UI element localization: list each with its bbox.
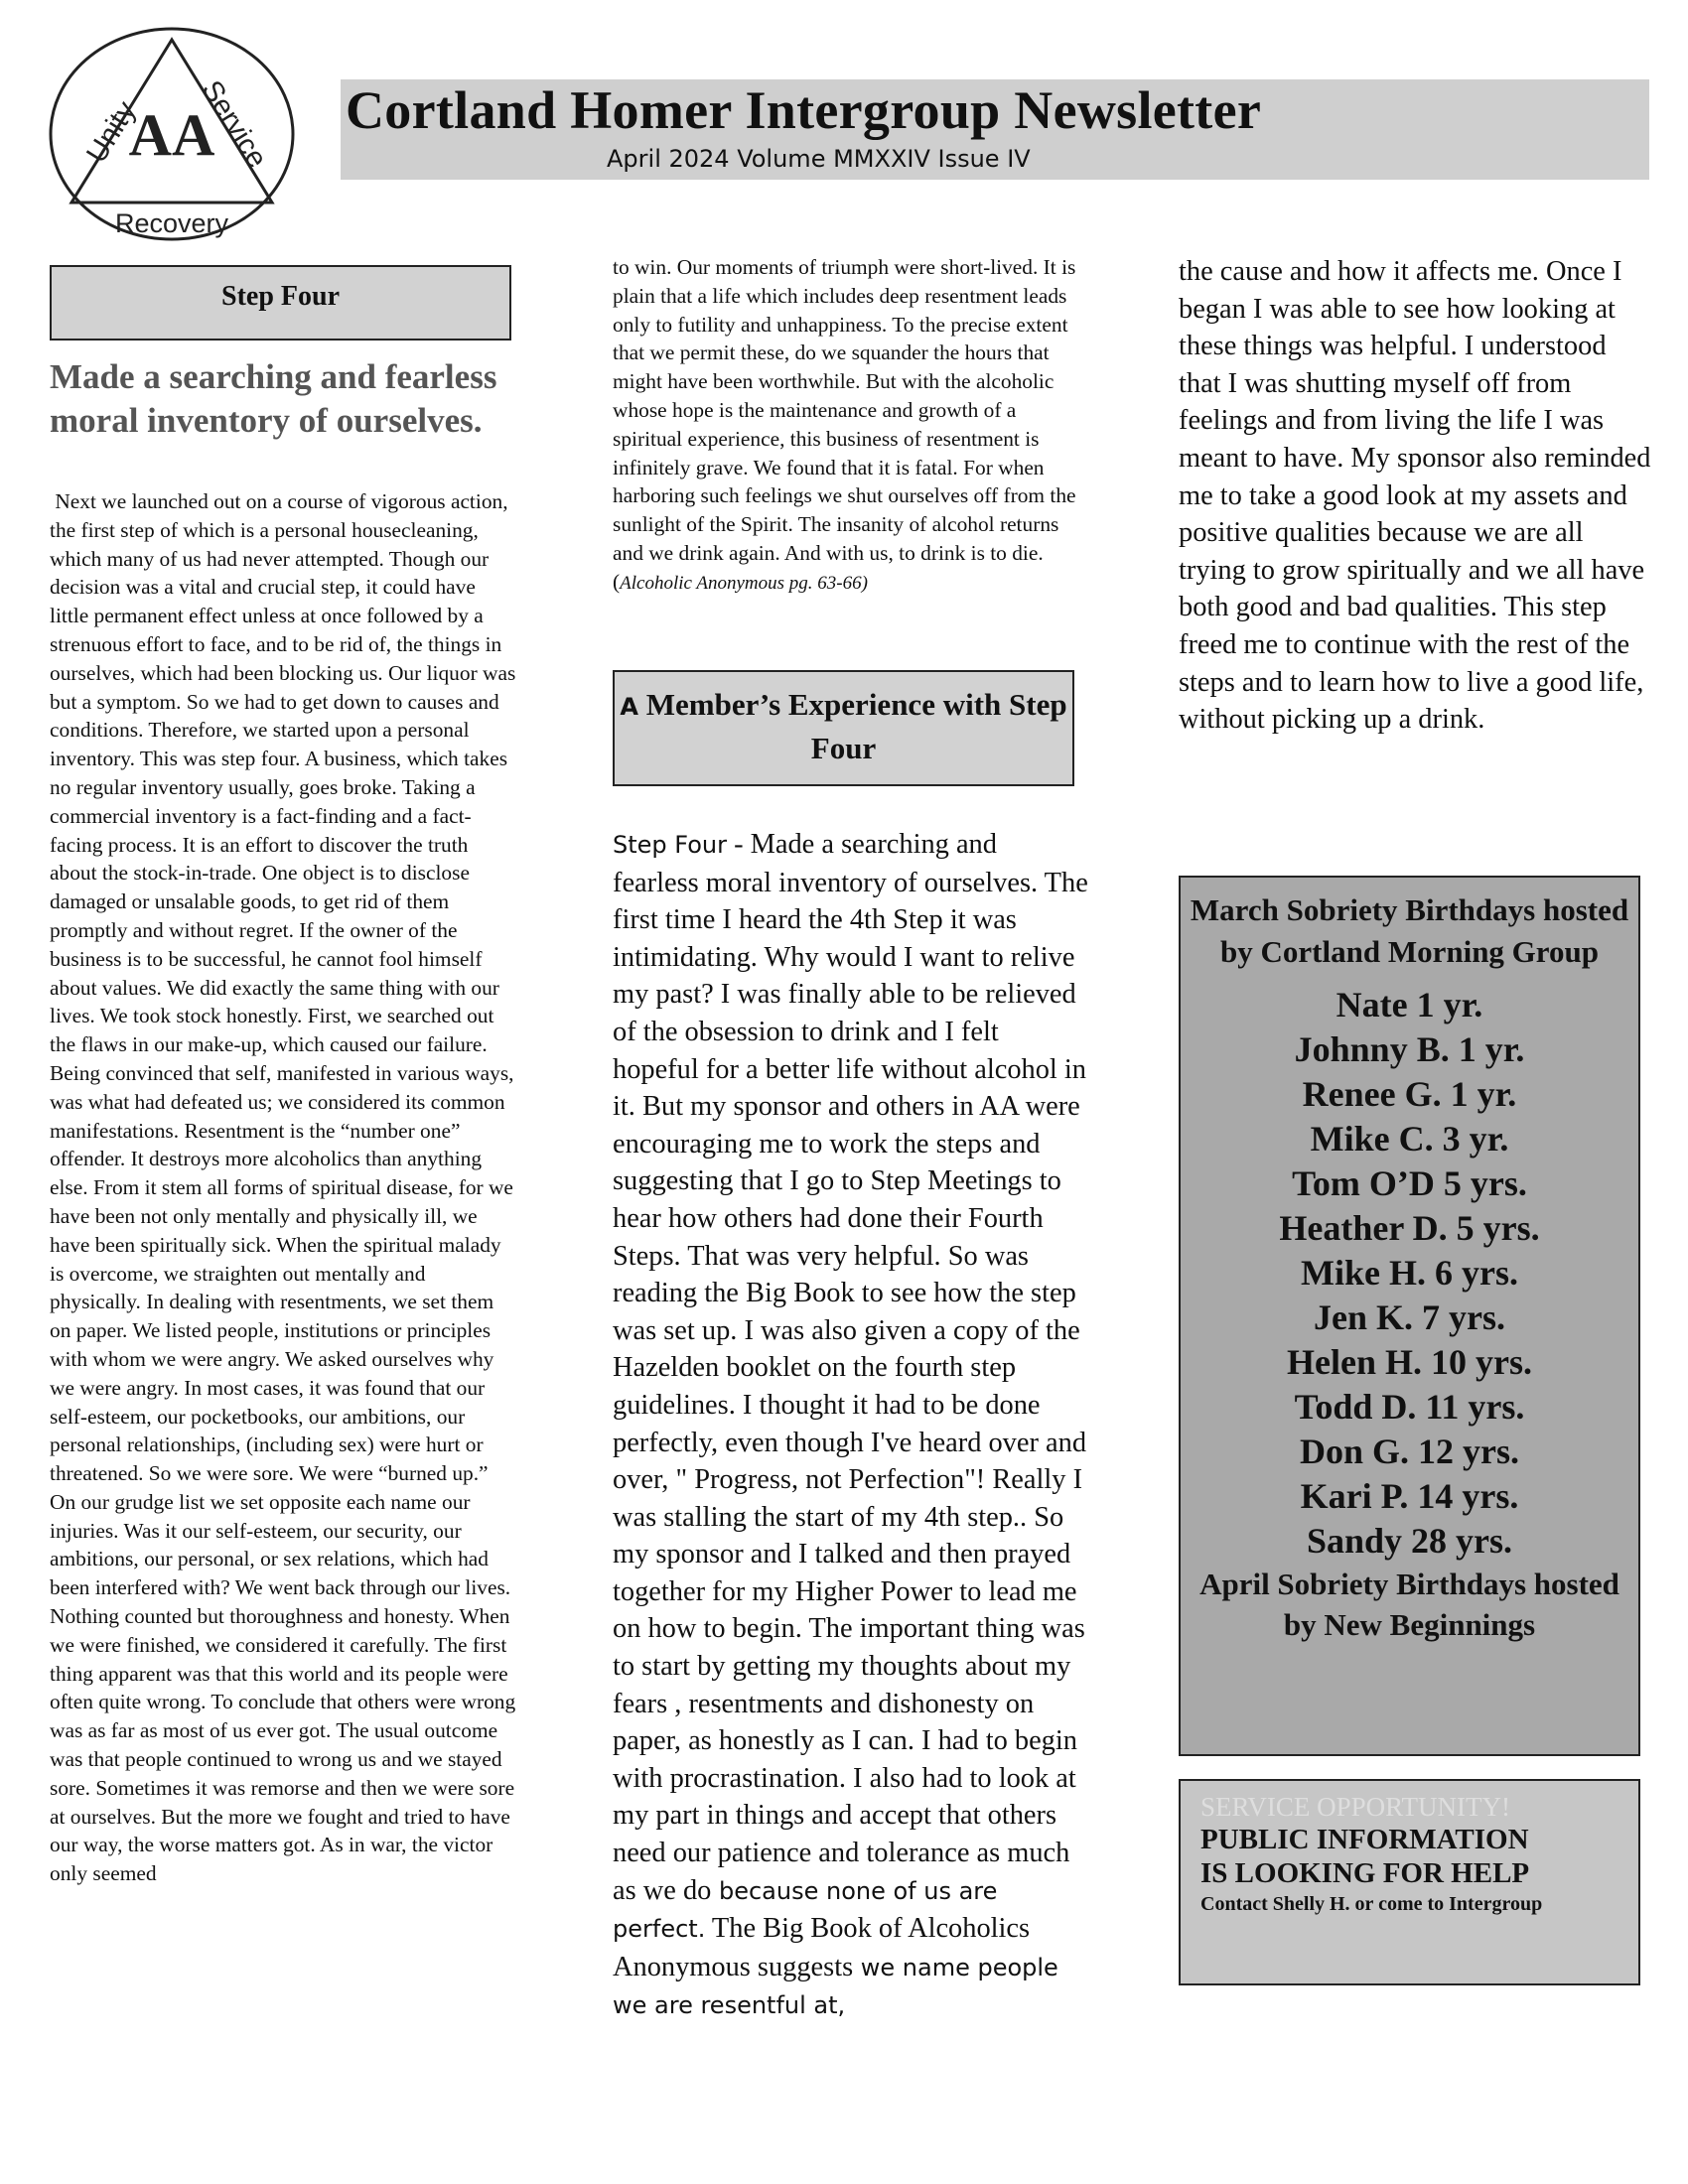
logo-bottom-text: Recovery bbox=[114, 208, 229, 238]
service-heading bbox=[1200, 1823, 1638, 1890]
member-box-label: Member’s Experience with Step Four bbox=[637, 687, 1067, 765]
step-four-paragraph-1: Next we launched out on a course of vigorous action, the first step of which is a personal housecleaning, which many of us had never attempted. Though our decision was a vital and crucial step, it could have little permanent effect unless at once followed by a strenuous effort to face, and to be rid of, the things in ourselves, which had been blocking us. Our liquor was but a symptom. So we had to get down to causes and conditions. Therefore, we started upon a personal inventory. This was step four. A business, which takes no regular inventory usually, goes broke. Taking a commercial inventory is a fact-finding and a fact-facing process. It is an effort to discover the truth about the stock-in-trade. One object is to disclose damaged or unsalable goods, to get rid of them promptly and without regret. If the owner of the business is to be successful, he cannot fool himself about values. We did exactly the same thing with our lives. We took stock honestly. First, we searched out the flaws in our make-up, which caused our failure. Being convinced that self, manifested in various ways, was what had defeated us; we considered its common manifestations. Resentment is the “number one” offender. It destroys more alcoholics than anything else. From it stem all forms of spiritual disease, for we have been not only mentally and physically ill, we have been spiritually sick. When the spiritual malady is overcome, we straighten out mentally and physically. In dealing with resentments, we set them on paper. We listed people, institutions or principles with whom we were angry. We asked ourselves why we were angry. In most cases, it was found that our self-esteem, our pocketbooks, our ambitions, our personal relationships, (including sex) were hurt or threatened. So we were sore. We were “burned up.” bbox=[50, 489, 521, 1486]
newsletter-title: Cortland Homer Intergroup Newsletter bbox=[346, 80, 1262, 140]
member-text-sans-2: we name people we are resentful at, bbox=[613, 1953, 1058, 2020]
birthday-item: Jen K. 7 yrs. bbox=[1314, 1297, 1505, 1337]
birthday-item: Johnny B. 1 yr. bbox=[1294, 1029, 1525, 1069]
birthday-item: Tom O’D 5 yrs. bbox=[1292, 1163, 1527, 1203]
step-four-reading bbox=[50, 487, 521, 1888]
member-text-sans-1: because none of us are perfect. bbox=[613, 1876, 998, 1944]
logo-center-text: AA bbox=[128, 102, 215, 168]
member-experience-box bbox=[613, 670, 1074, 786]
service-opportunity-label: SERVICE OPPORTUNITY! bbox=[1200, 1792, 1510, 1822]
april-birthdays-note: April Sobriety Birthdays hosted by New Beginnings bbox=[1199, 1567, 1619, 1642]
birthdays-title: March Sobriety Birthdays hosted by Cortland Morning Group bbox=[1190, 892, 1629, 969]
service-contact: Contact Shelly H. or come to Intergroup bbox=[1200, 1893, 1543, 1915]
step-four-headline: Made a searching and fearless moral inventory of ourselves. bbox=[50, 357, 497, 440]
service-line-1: PUBLIC INFORMATION bbox=[1200, 1824, 1529, 1855]
member-text: - Made a searching and fearless moral inventory of ourselves. The first time I heard the 4th Step it was intimidating. Why would I want to relive my past? I was finally able to be relieved of the obsession to drink and I felt hopeful for a better life without alcohol in it. But my sponsor and others in AA were encouraging me to work the steps and suggesting that I go to Step Meetings to hear how others had done their Fourth Steps. That was very helpful. So was reading the Big Book to see how the step was set up. I was also given a copy of the Hazelden booklet on the fourth step guidelines. I thought it had to be done perfectly, even though I've heard over and over, " Progress, not Perfection"! Really I was stalling the start of my 4th step.. So my sponsor and I talked and then prayed together for my Higher Power to lead me on how to begin. The important thing was to start by getting my thoughts about my fears , resentments and dishonesty on paper, as honestly as I can. I had to begin with procrastination. I also had to look at my part in things and accept that others need our patience and tolerance as much as we do bbox=[613, 829, 1088, 1906]
logo-right-text: Service bbox=[195, 74, 273, 174]
member-box-prefix: A bbox=[620, 693, 638, 721]
reading-citation: Alcoholic Anonymous pg. 63-66) bbox=[620, 572, 868, 594]
birthday-item: Don G. 12 yrs. bbox=[1299, 1432, 1519, 1471]
birthday-item: Renee G. 1 yr. bbox=[1302, 1074, 1517, 1114]
birthday-item: Mike H. 6 yrs. bbox=[1301, 1253, 1518, 1293]
member-experience-text bbox=[613, 826, 1089, 2025]
issue-subtitle: April 2024 Volume MMXXIV Issue IV bbox=[607, 145, 1031, 173]
service-opportunity-box bbox=[1179, 1779, 1640, 1985]
birthday-item: Todd D. 11 yrs. bbox=[1294, 1387, 1525, 1427]
step-four-label: Step Four bbox=[221, 281, 340, 312]
step-four-box bbox=[50, 265, 511, 341]
birthday-item: Sandy 28 yrs. bbox=[1306, 1521, 1513, 1561]
birthdays-list bbox=[1181, 983, 1638, 1564]
birthday-item: Heather D. 5 yrs. bbox=[1279, 1208, 1540, 1248]
birthdays-box bbox=[1179, 876, 1640, 1756]
member-experience-continued: the cause and how it affects me. Once I began I was able to see how looking at these things was helpful. I understood that I was shutting myself off from feelings and from living the life I was meant to have. My sponsor also reminded me to take a good look at my assets and positive qualities because we are all trying to grow spiritually and we all have both good and bad qualities. This step freed me to continue with the rest of the steps and to learn how to live a good life, without picking up a drink. bbox=[1179, 256, 1651, 736]
aa-logo bbox=[48, 26, 296, 242]
birthday-item: Helen H. 10 yrs. bbox=[1287, 1342, 1532, 1382]
service-line-2: IS LOOKING FOR HELP bbox=[1200, 1857, 1530, 1889]
reading-continued-text: to win. Our moments of triumph were short-lived. It is plain that a life which includes deep resentment leads only to futility and unhappiness. To the precise extent that we permit these, do we squander the hours that might have been worthwhile. But with the alcoholic whose hope is the maintenance and growth of a spiritual experience, this business of resentment is infinitely grave. We found that it is fatal. For when harboring such feelings we shut ourselves off from the sunlight of the Spirit. The insanity of alcohol returns and we drink again. And with us, to drink is to die. ( bbox=[613, 255, 1076, 594]
logo-left-text: Unity bbox=[80, 95, 143, 169]
step-four-paragraph-2: On our grudge list we set opposite each name our injuries. Was it our self-esteem, our security, our ambitions, our personal, or sex relations, which had been interfered with? We went back through our lives. Nothing counted but thoroughness and honesty. When we were finished, we considered it carefully. The first thing apparent was that this world and its people were often quite wrong. To conclude that others were wrong was as far as most of us ever got. The usual outcome was that people continued to wrong us and we stayed sore. Sometimes it was remorse and then we were sore at ourselves. But the more we fought and tried to have our way, the worse matters got. As in war, the victor only seemed bbox=[50, 1489, 516, 1886]
birthday-item: Nate 1 yr. bbox=[1336, 985, 1483, 1024]
member-intro: Step Four bbox=[613, 831, 727, 859]
birthday-item: Kari P. 14 yrs. bbox=[1300, 1476, 1519, 1516]
birthday-item: Mike C. 3 yr. bbox=[1310, 1119, 1509, 1159]
member-text-mid: The Big Book of Alcoholics Anonymous suggests bbox=[613, 1913, 1031, 1982]
step-four-reading-continued bbox=[613, 253, 1079, 599]
